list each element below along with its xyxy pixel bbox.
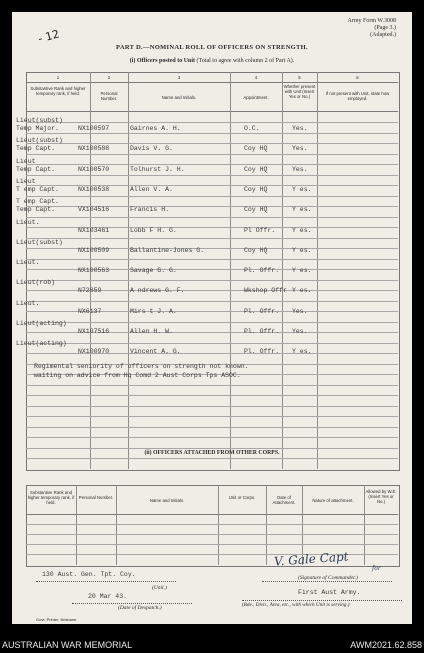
row-rank: Lieut(subst) [16,117,63,124]
row-appointment: Wkshop Offr [244,287,287,295]
row-rank: Lieut(acting) [16,320,67,327]
row-present: Y es. [292,348,312,356]
ruled-line [26,322,398,323]
signature-for: for [372,565,381,572]
row-rank: Lieut(subst) [16,137,63,145]
row-personal-number: NX100570 [78,165,110,173]
handwritten-mark: - 12 [36,27,61,46]
row-personal-number: NX6137 [78,307,102,315]
row-personal-number: NX107516 [78,328,110,335]
signature-label: (Signature of Commander.) [298,575,358,581]
row-name: Francis H. [130,206,170,214]
ruled-line [26,280,398,281]
column-number-divider [26,82,398,83]
ruled-line [26,437,398,438]
row-name: A ndrews G. F. [130,287,185,295]
row-name: Allen V. A. [130,185,173,193]
row-appointment: Pl Offr. [244,226,276,234]
ruled-line [26,133,398,134]
row-personal-number: NX100597 [78,125,110,132]
row-present: Y es. [292,246,312,254]
row-name: Vincent A. G. [130,348,181,356]
row-appointment: Coy HQ [244,165,268,173]
section-i-label: (i) Officers posted to Unit [129,58,196,64]
ruled-line [26,154,398,155]
row-rank: Lieut [16,157,36,165]
formation-typed: First Aust Army. [298,589,361,596]
section-i-note: (Total to agree with column 2 of Part A). [196,58,295,64]
att-header-name: Name and Initials. [149,498,185,503]
row-present: Y es. [292,206,312,214]
col-number-1: 1 [56,75,60,80]
row-personal-number: VX104516 [78,206,110,214]
ruled-line [26,217,398,218]
header-employed: If not present with Unit, state how employed. [325,91,390,101]
row-appointment: Pl. Offr. [244,328,280,335]
header-bottom-divider [26,111,398,112]
row-present: Y es. [292,267,312,275]
row-present: Yes. [292,145,308,153]
row-name: Ballantine-Jones G. [130,246,205,254]
header-appointment: Appointment. [243,95,269,100]
row-rank-temp: T emp Capt. [16,185,59,193]
row-personal-number: NX103461 [78,226,110,234]
row-rank: T emp Capt. [16,198,59,206]
unit-dotted-line [36,581,176,582]
printer-imprint: Govt. Printer, Brisbane. [36,617,78,622]
formation-dotted-line [242,600,402,601]
row-name: Savage G. G. [130,267,177,275]
ruled-line [26,448,398,449]
att-header-unit: Unit or Corps. [228,495,256,500]
ruled-line [26,406,398,407]
row-present: Yes. [292,328,308,335]
attached-header-divider [26,514,398,515]
section-i-title [12,58,412,64]
row-present: Y es. [292,226,312,234]
row-personal-number: NX100588 [78,145,110,153]
row-rank: Lieut [16,177,36,185]
ruled-line [26,259,398,260]
archive-reference: AWM2021.62.858 [350,640,422,650]
attached-ruled-line [26,524,398,525]
row-rank: Lieut(subst) [16,238,63,246]
row-present: Yes. [292,307,308,315]
header-number: Personal Number. [100,91,118,101]
row-name: Gairnes A. H. [130,125,181,132]
date-label: (Date of Despatch.) [118,605,162,611]
row-present: Y es. [292,185,312,193]
row-rank: Lieut. [16,218,40,226]
row-present: Yes. [292,125,308,132]
archive-name: AUSTRALIAN WAR MEMORIAL [2,640,133,650]
ruled-line [26,427,398,428]
row-appointment: Pl. Offr. [244,348,280,356]
signature-dotted-line [262,581,392,582]
col-number-6: 6 [356,75,359,80]
col-number-5: 5 [298,75,301,80]
row-personal-number: N72859 [78,287,102,295]
col-number-4: 4 [254,75,258,80]
row-personal-number: NX100970 [78,348,110,356]
ruled-line [26,122,398,123]
row-appointment: Coy HQ [244,246,268,254]
row-appointment: O.C. [244,125,260,132]
row-name: Mirs t J. A. [130,307,177,315]
formation-label: (Bde., Divn., Area, etc., with which Unit is serving.) [242,602,350,608]
att-header-allowed: Allowed by W.E. (Insert Yes or No.) [365,489,397,504]
att-header-rank: Substantive Rank and higher temporary rank, if held. [27,490,75,505]
seniority-note-line-1: Regimental seniority of officers on strength not known. [34,363,249,370]
att-header-number: Personal Number. [78,495,114,500]
attached-ruled-line [26,534,398,535]
row-rank-temp: Temp Capt. [16,206,56,214]
ruled-line [26,458,398,459]
archive-footer [0,628,424,653]
att-header-date: Date of Attachment. [272,495,296,505]
row-rank: Lieut(acting) [16,340,67,348]
row-personal-number: NX100538 [78,185,110,193]
row-rank-temp: Temp Capt. [16,145,56,153]
row-present: Yes. [292,165,308,173]
ruled-line [26,238,398,239]
ruled-line [26,301,398,302]
ruled-line [26,143,398,144]
ruled-line [26,416,398,417]
row-name: Lobb F H. G. [130,226,177,234]
ruled-line [26,385,398,386]
att-header-nature: Nature of attachment. [312,498,354,503]
header-present: Whether present with Unit (Insert Yes or No.) [283,84,316,99]
form-sheet [12,12,412,624]
row-appointment: Pl. Offr. [244,267,280,275]
row-personal-number: NX100563 [78,267,110,275]
ruled-line [26,395,398,396]
form-page: (Page 3.) [374,25,396,31]
row-name: Allen H. W. [130,328,173,335]
header-rank: Substantive Rank and higher temporary rank, if held. [30,86,86,96]
col-number-3: 3 [177,75,181,80]
form-number: Army Form W.3008 [347,18,396,24]
ruled-line [26,196,398,197]
att-col-divider-2 [116,485,117,565]
unit-typed: 130 Aust. Gen. Tpt. Coy. [42,571,136,578]
ruled-line [26,343,398,344]
row-appointment: Coy HQ [244,206,268,214]
row-appointment: Pl. Offr. [244,307,280,315]
row-appointment: Coy HQ [244,185,268,193]
army-form-reference [347,18,396,39]
row-rank-temp: Temp Major. [16,125,59,132]
seniority-note-line-2: waiting on advice from Hq Comd 2 Aust Corps Tps ASOC. [34,372,241,379]
header-name: Name and Initials. [161,95,197,100]
row-rank: Lieut. [16,299,40,307]
section-ii-title: (ii) OFFICERS ATTACHED FROM OTHER CORPS. [144,450,280,456]
date-dotted-line [72,603,192,604]
row-present: Y es. [292,287,312,295]
ruled-line [26,175,398,176]
part-title: PART D.—NOMINAL ROLL OF OFFICERS ON STRENGTH. [116,44,308,51]
row-rank-temp: Temp Capt. [16,165,56,173]
row-name: Tolhurst J. H. [130,165,185,173]
date-typed: 20 Mar 43. [88,593,128,600]
attached-ruled-line [26,544,398,545]
row-rank: Lieut. [16,259,40,267]
row-rank: Lieut(rob) [16,279,56,287]
unit-label: (Unit.) [152,585,167,591]
form-adapted: (Adapted.) [370,32,396,38]
row-appointment: Coy HQ [244,145,268,153]
row-name: Davis V. G. [130,145,173,153]
row-personal-number: NX100509 [78,246,110,254]
col-number-2: 2 [107,75,111,80]
commander-signature: V. Gale Capt [273,549,349,569]
